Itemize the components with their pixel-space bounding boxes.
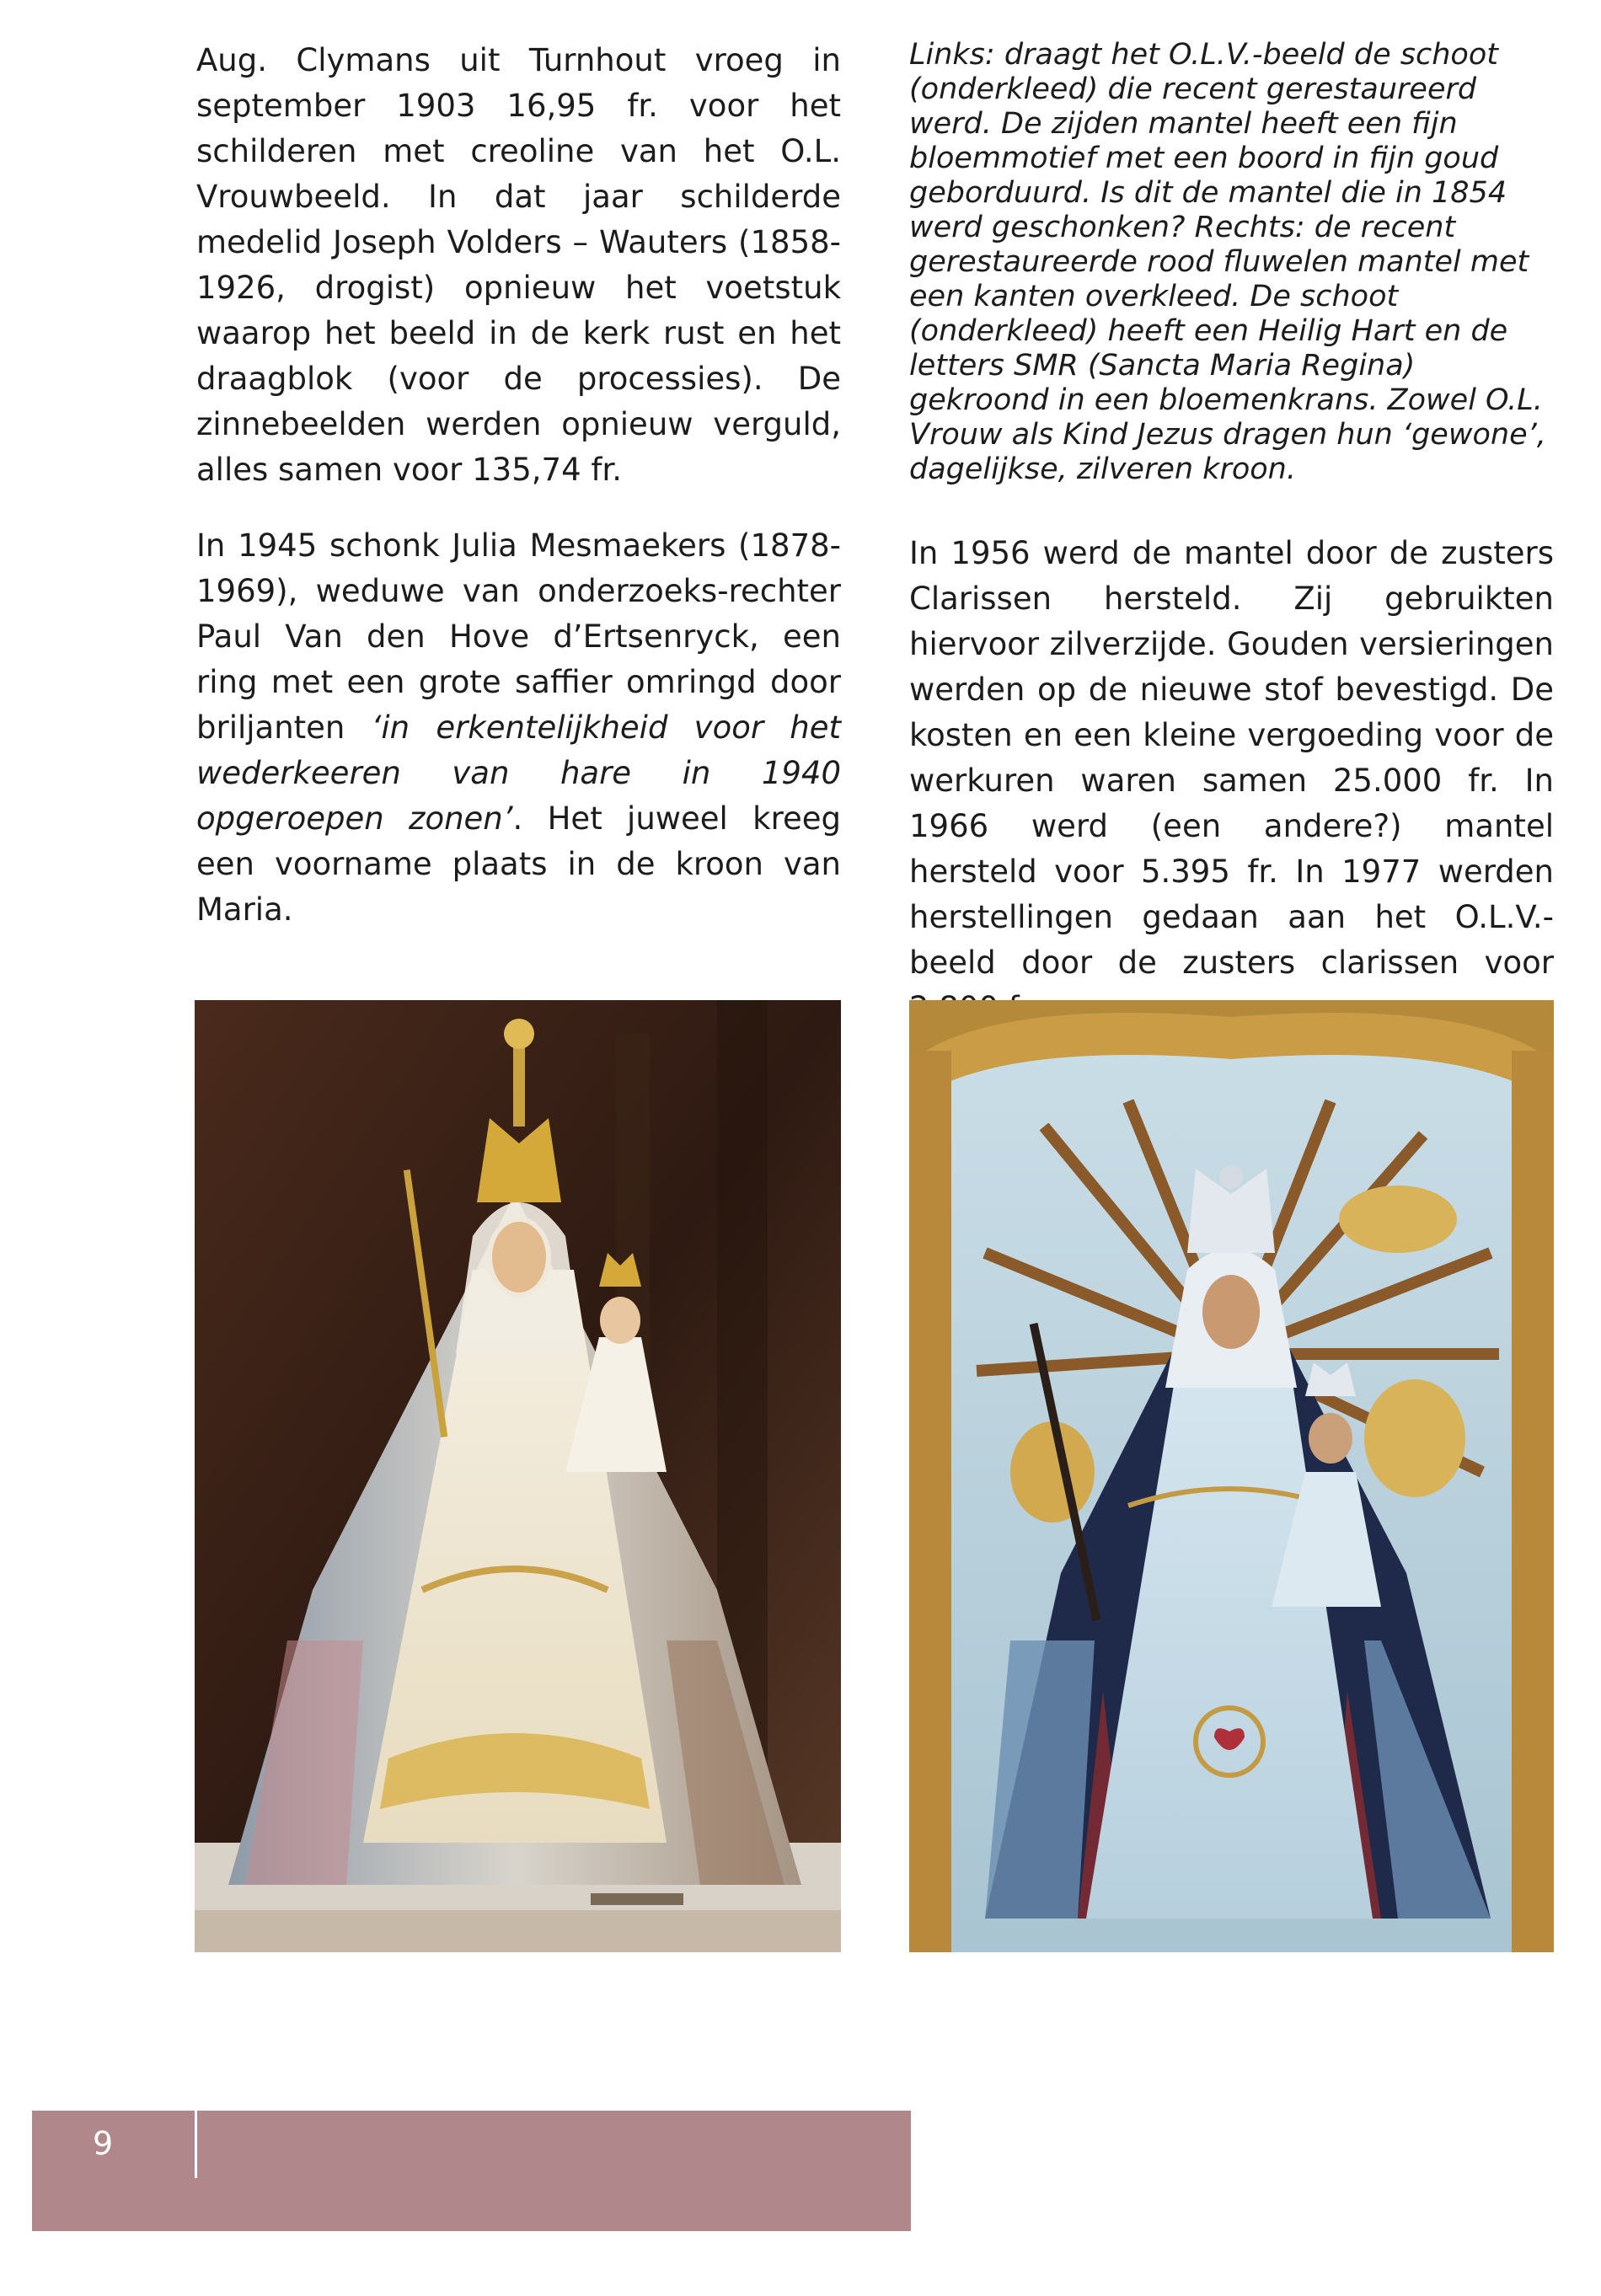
right-column [909,38,1554,1031]
paragraph-mesmaekers-end: . Het juweel kreeg een voorname plaats in de kroon van Maria. [196,800,842,928]
paragraph-clarissen: In 1956 werd de mantel door de zusters Clarissen hersteld. Zij gebruikten hiervoor zilverzijde. Gouden versieringen werden op de nieuwe stof bevestigd. De kosten en een kleine vergoeding voor de werkuren waren samen 25.000 fr. In 1966 werd (een andere?) mantel hersteld voor 5.395 fr. In 1977 werden herstellingen gedaan aan het O.L.V.-beeld door de zusters clarissen voor [909,535,1554,981]
paragraph-clymans: Aug. Clymans uit Turnhout vroeg in september 1903 16,95 fr. voor het schilderen met creoline van het O.L. Vrouwbeeld. In dat jaar schilderde medelid Joseph Volders – Wauters (1858-1926, drogist) opnieuw het voetstuk waarop het beeld in de kerk rust en het draagblok (voor de processies). De zinnebeelden werden opnieuw verguld, alles samen voor 135,74 fr. [196,42,841,488]
statue-photo-left [195,1000,841,1952]
quote-erkentelijkheid: ‘in erkentelijkheid voor het wederkeeren van hare in 1940 opgeroepen zonen’ [196,709,841,837]
photo-caption: Links: draagt het O.L.V.-beeld de schoot (onderkleed) die recent gerestaureerd werd. De zijden mantel heeft een fijn bloemmotief met een boord in fijn goud geborduurd. Is dit de mantel die in 1854 werd geschonken? Rechts: de recent gerestaureerde rood fluwelen mantel met een kanten overkleed. De schoot (onderkleed) heeft een Heilig Hart en de letters SMR (Sancta Maria Regina) gekroond in een bloemenkrans. Zowel O.L. Vrouw als Kind Jezus dragen hun ‘gewone’, dagelijkse, zilveren kroon. [909,38,1546,486]
footer-divider [195,2111,197,2178]
page-number: 9 [93,2125,114,2162]
paragraph-mesmaekers [196,523,841,933]
statue-photo-right [909,1000,1554,1952]
paragraph-mesmaekers-intro: In 1945 schonk Julia Mesmaekers (1878-1969), weduwe van onderzoeks-rechter Paul Van den Hove d’Ertsenryck, een ring met een grote saffier omringd door briljanten [196,527,841,746]
left-column [196,38,841,933]
